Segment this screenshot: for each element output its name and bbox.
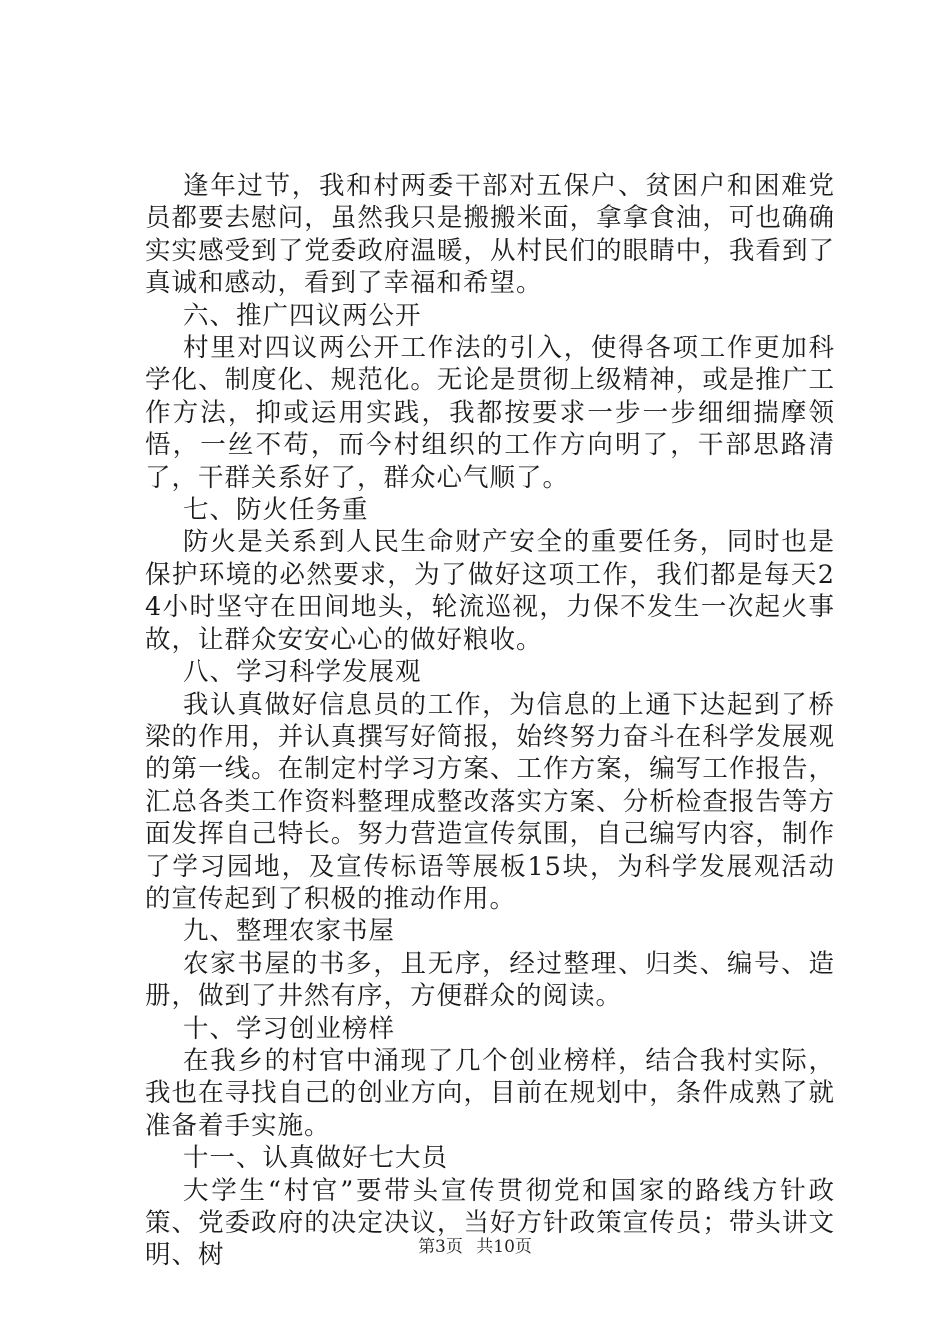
paragraph-fire-prevention: 防火是关系到人民生命财产安全的重要任务，同时也是保护环境的必然要求，为了做好这项工作，我们都是每天24小时坚守在田间地头，轮流巡视，力保不发生一次起火事故，让群众安安心心的做好粮收。 bbox=[145, 527, 835, 655]
section-heading-6: 六、推广四议两公开 bbox=[183, 300, 422, 331]
paragraph-seven-roles: 大学生“村官”要带头宣传贯彻党和国家的路线方针政策、党委政府的决定决议，当好方针政策宣传员；带头讲文明、树 bbox=[145, 1175, 835, 1271]
section-heading-10: 十、学习创业榜样 bbox=[183, 1013, 396, 1044]
section-heading-8: 八、学习科学发展观 bbox=[183, 657, 422, 688]
section-heading-7: 七、防火任务重 bbox=[183, 495, 369, 526]
page-footer bbox=[0, 1232, 950, 1257]
section-heading-9: 九、整理农家书屋 bbox=[183, 916, 396, 947]
paragraph-farm-library: 农家书屋的书多，且无序，经过整理、归类、编号、造册，做到了井然有序，方便群众的阅读。 bbox=[145, 948, 835, 1012]
section-heading-11: 十一、认真做好七大员 bbox=[183, 1143, 449, 1174]
paragraph-scientific-development: 我认真做好信息员的工作，为信息的上通下达起到了桥梁的作用，并认真撰写好简报，始终努力奋斗在科学发展观的第一线。在制定村学习方案、工作方案，编写工作报告，汇总各类工作资料整理成整改落实方案、分析检查报告等方面发挥自己特长。努力营造宣传氛围，自己编写内容，制作了学习园地，及宣传标语等展板15块，为科学发展观活动的宣传起到了积极的推动作用。 bbox=[145, 689, 835, 914]
paragraph-entrepreneurship: 在我乡的村官中涌现了几个创业榜样，结合我村实际，我也在寻找自己的创业方向，目前在规划中，条件成熟了就准备着手实施。 bbox=[145, 1045, 835, 1141]
paragraph-festival-visits: 逢年过节，我和村两委干部对五保户、贫困户和困难党员都要去慰问，虽然我只是搬搬米面，拿拿食油，可也确确实实感受到了党委政府温暖，从村民们的眼睛中，我看到了真诚和感动，看到了幸福和希望。 bbox=[145, 171, 835, 299]
paragraph-four-discussions: 村里对四议两公开工作法的引入，使得各项工作更加科学化、制度化、规范化。无论是贯彻上级精神，或是推广工作方法，抑或运用实践，我都按要求一步一步细细揣摩领悟，一丝不苟，而今村组织的工作方向明了，干部思路清了，干群关系好了，群众心气顺了。 bbox=[145, 333, 835, 493]
document-body bbox=[145, 170, 835, 1272]
page-number: 第3页 bbox=[418, 1237, 463, 1257]
page-total: 共10页 bbox=[476, 1237, 532, 1257]
